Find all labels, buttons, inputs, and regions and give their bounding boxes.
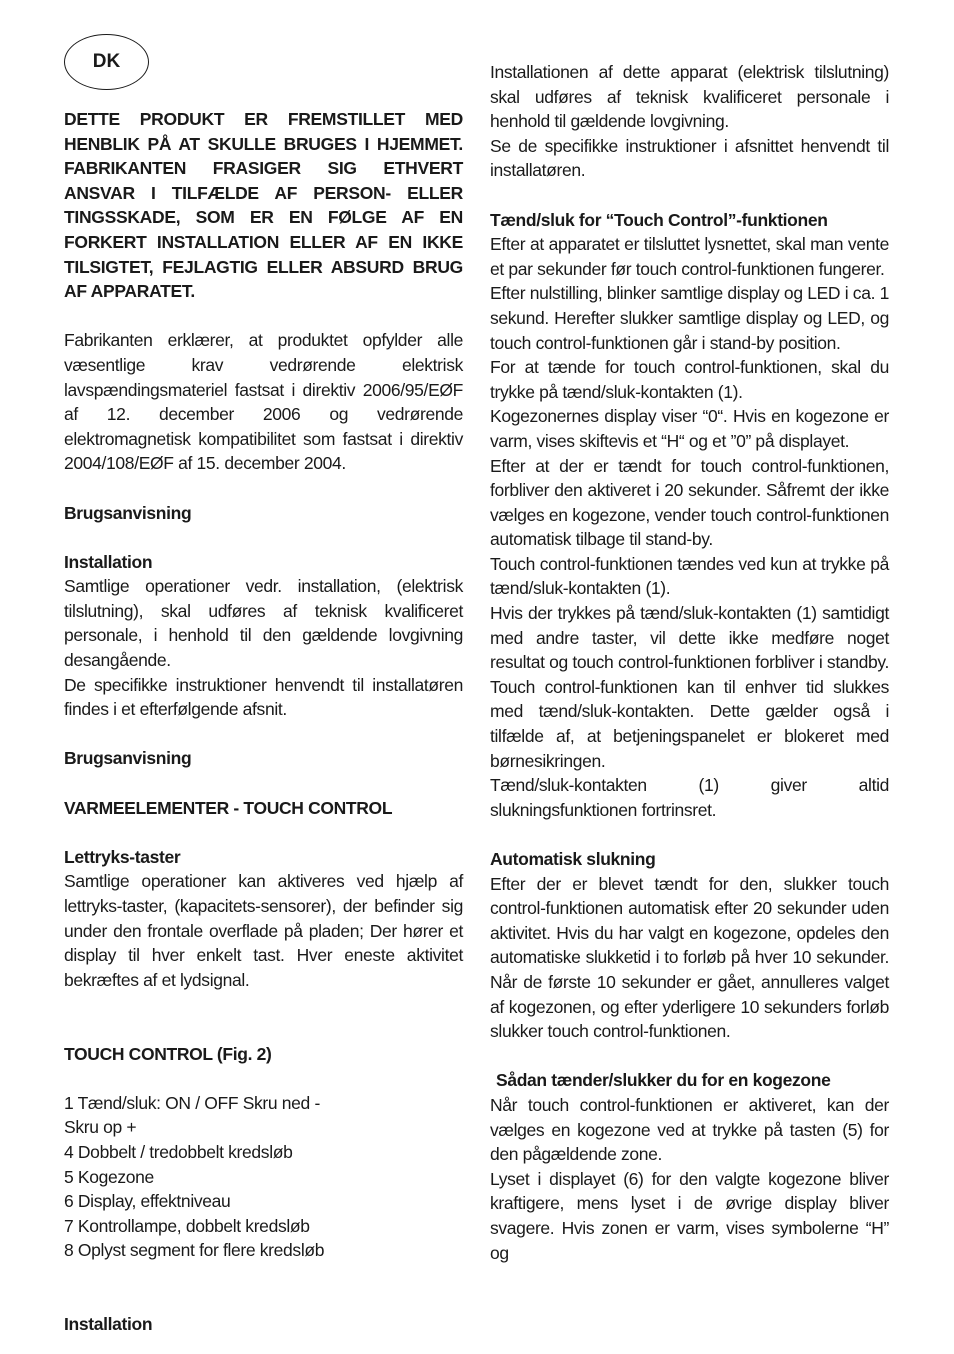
legend-item: 7 Kontrollampe, dobbelt kredsløb	[64, 1215, 310, 1236]
left-column	[64, 107, 463, 1337]
heading-zone-on-off: Sådan tænder/slukker du for en kogezone	[496, 1070, 831, 1091]
installation-paragraph-2: De specifikke instruktioner henvendt til installatøren findes i et efterfølgende afsnit.	[64, 674, 463, 720]
heading-usage-1: Brugsanvisning	[64, 502, 192, 523]
on-off-paragraph-3: For at tænde for touch control-funktionen, skal du trykke på tænd/sluk-kontakten (1).	[490, 357, 889, 402]
right-column	[490, 60, 889, 1265]
touch-keys-paragraph: Samtlige operationer kan aktiveres ved hjælp af lettryks-taster, (kapacitets-sensorer), der befinder sig under den frontale overflade på pladen; Der hører et display til hver enkelt tast. Hver eneste aktivitet bekræftes af et lydsignal.	[64, 871, 463, 990]
auto-off-paragraph: Efter der er blevet tændt for den, slukker touch control-funktionen automatisk efter 20 sekunder uden aktivitet. Hvis du har valgt en kogezone, opdeles den automatiske slukketid i to forløb på hver 10 sekunder. Når de første 10 sekunder er gået, annulleres valget af kogezonen, og efter yderligere 10 sekunders forløb slukker touch control-funktionen.	[490, 873, 889, 1042]
on-off-paragraph-4: Kogezonernes display viser “0“. Hvis en kogezone er varm, vises skiftevis et “H“ og et ”0” på displayet.	[490, 406, 889, 451]
zone-paragraph-1: Når touch control-funktionen er aktiveret, kan der vælges en kogezone ved at trykke på tasten (5) for den pågældende zone.	[490, 1094, 889, 1165]
legend-item: 6 Display, effektniveau	[64, 1191, 231, 1212]
heading-auto-off: Automatisk slukning	[490, 849, 656, 869]
heading-installation: Installation	[64, 551, 153, 572]
legend-item: 1 Tænd/sluk: ON / OFF Skru ned -	[64, 1092, 320, 1113]
legend-item: Skru op +	[64, 1117, 137, 1138]
on-off-paragraph-8: Touch control-funktionen kan til enhver tid slukkes med tænd/sluk-kontakten. Dette gælder også i tilfælde af, at betjeningspanelet er blokeret med børnesikringen.	[490, 676, 889, 771]
on-off-paragraph-1: Efter at apparatet er tilsluttet lysnettet, skal man vente et par sekunder før touch control-funktionen fungerer.	[490, 234, 889, 279]
language-badge: DK	[64, 34, 149, 90]
heading-installation-2: Installation	[64, 1314, 153, 1335]
on-off-paragraph-7: Hvis der trykkes på tænd/sluk-kontakten (1) samtidigt med andre taster, vil dette ikke medføre noget resultat og touch control-funktionen forbliver i standby.	[490, 603, 889, 673]
installation-paragraph-1: Samtlige operationer vedr. installation, (elektrisk tilslutning), skal udføres af teknisk kvalificeret personale, i henhold til den gældende lovgivning desangående.	[64, 576, 463, 671]
heading-touch-control: VARMEELEMENTER - TOUCH CONTROL	[64, 797, 393, 818]
legend-item: 5 Kogezone	[64, 1166, 154, 1187]
declaration-paragraph: Fabrikanten erklærer, at produktet opfylder alle væsentlige krav vedrørende elektrisk lavspændingsmateriel fastsat i direktiv 2006/95/EØF af 12. december 2006 og vedrørende elektromagnetisk kompatibilitet som fastsat i direktiv 2004/108/EØF af 15. december 2004.	[64, 330, 463, 474]
on-off-paragraph-5: Efter at der er tændt for touch control-funktionen, forbliver den aktiveret i 20 sekunder. Såfremt der ikke vælges en kogezone, vender touch control-funktionen automatisk tilbage til stand-by.	[490, 455, 889, 550]
on-off-paragraph-2: Efter nulstilling, blinker samtlige display og LED i ca. 1 sekund. Herefter slukker samtlige display og LED, og touch control-funktionen går i stand-by position.	[490, 283, 889, 353]
heading-figure: TOUCH CONTROL (Fig. 2)	[64, 1043, 272, 1064]
warning-paragraph: DETTE PRODUKT ER FREMSTILLET MED HENBLIK PÅ AT SKULLE BRUGES I HJEMMET. FABRIKANTEN FRASIGER SIG ETHVERT ANSVAR I TILFÆLDE AF PERSON- ELLER TINGSSKADE, SOM ER EN FØLGE AF EN FORKERT INSTALLATION ELLER AF EN IKKE TILSIGTET, FEJLAGTIG ELLER ABSURD BRUG AF APPARATET.	[64, 109, 463, 302]
heading-usage-2: Brugsanvisning	[64, 748, 192, 769]
installation-intro-paragraph: Installationen af dette apparat (elektrisk tilslutning) skal udføres af teknisk kvalificeret personale i henhold til gældende lovgivning.	[490, 62, 889, 132]
heading-on-off: Tænd/sluk for “Touch Control”-funktionen	[490, 209, 828, 230]
on-off-paragraph-9: Tænd/sluk-kontakten (1) giver altid slukningsfunktionen fortrinsret.	[490, 775, 889, 820]
installer-reference-paragraph: Se de specifikke instruktioner i afsnittet henvendt til installatøren.	[490, 135, 889, 181]
zone-paragraph-2: Lyset i displayet (6) for den valgte kogezone bliver kraftigere, mens lyset i de øvrige display bliver svagere. Hvis zonen er varm, vises symbolerne “H” og	[490, 1168, 889, 1263]
on-off-paragraph-6: Touch control-funktionen tændes ved kun at trykke på tænd/sluk-kontakten (1).	[490, 553, 889, 599]
heading-touch-keys: Lettryks-taster	[64, 846, 181, 867]
legend-item: 4 Dobbelt / tredobbelt kredsløb	[64, 1141, 293, 1162]
legend-item: 8 Oplyst segment for flere kredsløb	[64, 1240, 325, 1261]
